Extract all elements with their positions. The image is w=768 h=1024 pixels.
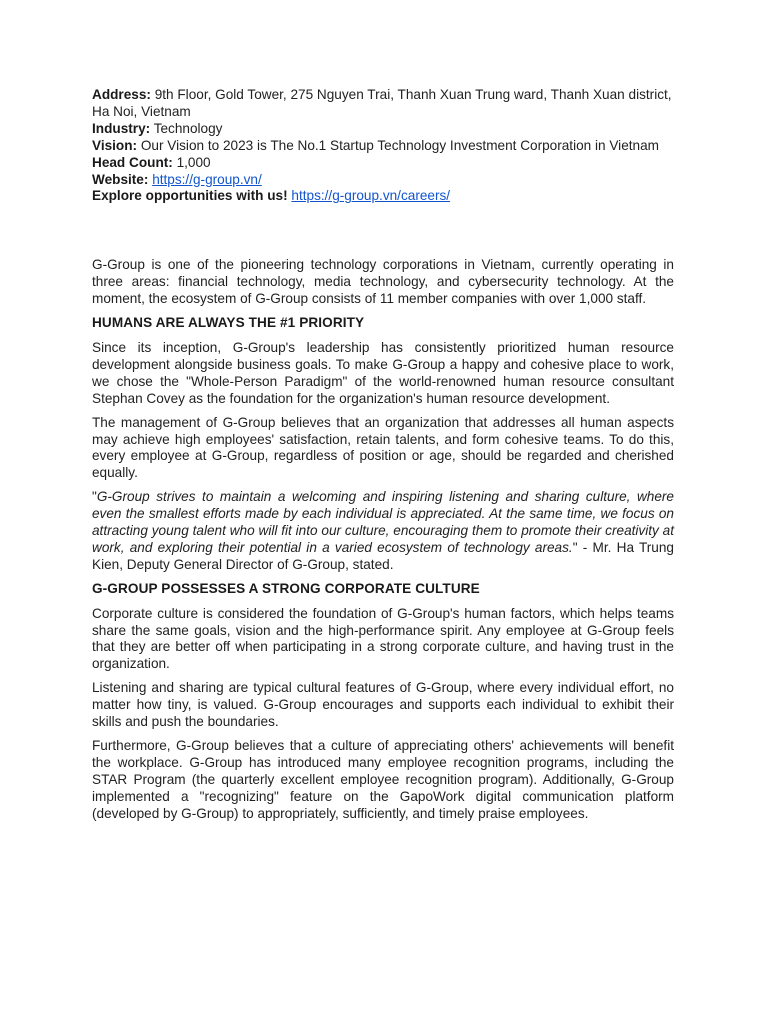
vision-value: Our Vision to 2023 is The No.1 Startup Technology Investment Corporation in Vietnam (140, 137, 659, 153)
culture-paragraph-3: Furthermore, G-Group believes that a culture of appreciating others' achievements will benefit the workplace. G-Group has introduced many employee recognition programs, including the STAR Program (the quarterly excellent employee recognition program). Additionally, G-Group implemented a "recognizing" feature on the GapoWork digital communication platform (developed by G-Group) to appropriately, sufficiently, and timely praise employees. (92, 738, 674, 821)
industry-label: Industry: (92, 120, 151, 136)
priority-paragraph-2: The management of G-Group believes that an organization that addresses all human aspects may achieve high employees' satisfaction, retain talents, and form cohesive teams. To do this, every employee at G-Group, regardless of position or age, should be regarded and cherished equally. (92, 414, 674, 481)
section-heading-culture: G-GROUP POSSESSES A STRONG CORPORATE CULTURE (92, 580, 480, 596)
address-line (92, 87, 674, 121)
document-page (92, 87, 674, 830)
industry-value: Technology (153, 120, 223, 136)
industry-line (92, 121, 674, 138)
vision-label: Vision: (92, 137, 138, 153)
quote-text: G-Group strives to maintain a welcoming and inspiring listening and sharing culture, where even the smallest efforts made by each individual is appreciated. At the same time, we focus on attracting young talent who will fit into our culture, encouraging them to promote their creativity at work, and exploring their potential in a varied ecosystem of technology areas. (92, 489, 674, 555)
careers-link[interactable]: https://g-group.vn/careers/ (291, 188, 451, 204)
explore-label: Explore opportunities with us! (92, 188, 288, 204)
headcount-line (92, 155, 674, 172)
section-heading-priority: HUMANS ARE ALWAYS THE #1 PRIORITY (92, 315, 365, 331)
quote-paragraph (92, 489, 674, 574)
vision-line (92, 138, 674, 155)
website-label: Website: (92, 171, 149, 187)
culture-paragraph-1: Corporate culture is considered the foundation of G-Group's human factors, which helps teams share the same goals, vision and the high-performance spirit. Any employee at G-Group feels that they are better off when participating in a strong corporate culture, and having trust in the organization. (92, 605, 674, 672)
address-label: Address: (92, 87, 151, 102)
priority-paragraph-1: Since its inception, G-Group's leadership has consistently prioritized human resource development alongside business goals. To make G-Group a happy and cohesive place to work, we chose the "Whole-Person Paradigm" of the world-renowned human resource consultant Stephan Covey as the foundation for the organization's human resource development. (92, 339, 674, 406)
spacer (92, 205, 674, 257)
website-link[interactable]: https://g-group.vn/ (152, 171, 262, 187)
website-line (92, 172, 674, 189)
quote-open-mark: " (92, 489, 97, 505)
address-value: 9th Floor, Gold Tower, 275 Nguyen Trai, Thanh Xuan Trung ward, Thanh Xuan district, Ha Noi, Vietnam (92, 87, 672, 119)
company-info (92, 87, 674, 205)
culture-paragraph-2: Listening and sharing are typical cultural features of G-Group, where every individual effort, no matter how tiny, is valued. G-Group encourages and supports each individual to exhibit their skills and push the boundaries. (92, 680, 674, 730)
intro-paragraph: G-Group is one of the pioneering technology corporations in Vietnam, currently operating in three areas: financial technology, media technology, and cybersecurity technology. At the moment, the ecosystem of G-Group consists of 11 member companies with over 1,000 staff. (92, 257, 674, 307)
explore-line (92, 188, 674, 205)
quote-attribution: " - Mr. Ha Trung Kien, Deputy General Director of G-Group, stated. (92, 539, 674, 572)
headcount-value: 1,000 (176, 154, 211, 170)
headcount-label: Head Count: (92, 154, 173, 170)
